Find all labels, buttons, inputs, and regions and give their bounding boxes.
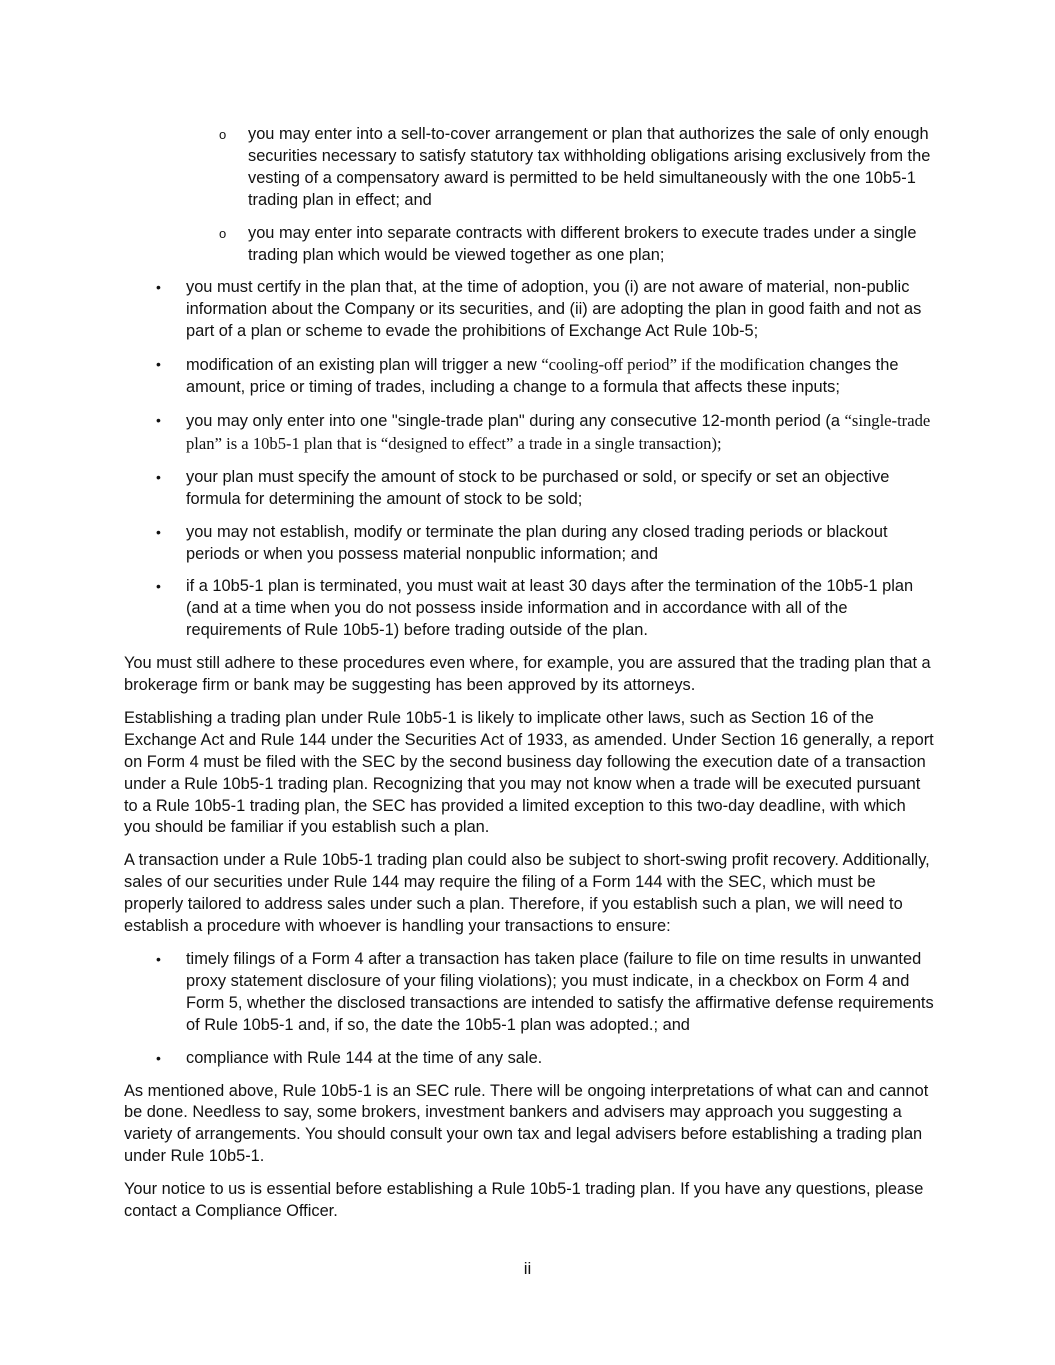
bullet-item — [124, 354, 936, 399]
bullet-text: if a 10b5-1 plan is terminated, you must wait at least 30 days after the termination of the 10b5-1 plan (and at a time when you do not possess inside information and in accordance with all of the requirements of Rule 10b5-1) before trading outside of the plan. — [186, 577, 914, 640]
bullet-text-serif: “single-trade plan” is a 10b5-1 plan that is “designed to effect” a trade in a single transaction); — [186, 410, 931, 453]
bullet-text: modification of an existing plan will trigger a new — [186, 356, 542, 375]
requirements-bullet-list — [124, 277, 936, 642]
bullet-item — [124, 277, 936, 343]
bullet-item — [124, 410, 936, 456]
sub-list — [124, 124, 936, 266]
bullet-icon: • — [156, 411, 161, 428]
bullet-icon: • — [156, 468, 161, 485]
bullet-icon: • — [156, 523, 161, 540]
bullet-icon: • — [156, 951, 161, 967]
procedure-bullet-list — [124, 949, 936, 1070]
bullet-item — [124, 522, 936, 566]
page-number: ii — [523, 1259, 532, 1278]
bullet-item — [124, 1048, 936, 1070]
sub-list-item — [124, 223, 936, 267]
page-content — [124, 124, 936, 1234]
bullet-text-serif: “cooling-off period” if the modification — [541, 355, 805, 375]
bullet-item — [124, 467, 936, 511]
bullet-text: timely filings of a Form 4 after a transaction has taken place (failure to file on time results in unwanted proxy statement disclosure of your filing violations); you must indicate, in a checkbox on Form 4 and Form 5, whether the disclosed transactions are intended to satisfy the affirmative defense requirements of Rule 10b5-1 and, if so, the date the 10b5-1 plan was adopted.; and — [186, 950, 934, 1034]
sub-item-text: you may enter into a sell-to-cover arrangement or plan that authorizes the sale of only enough securities necessary to satisfy statutory tax withholding obligations arising exclusively from the vesting of a compensatory award is permitted to be held simultaneously with the one 10b5-1 trading plan in effect; and — [248, 125, 931, 209]
circle-bullet-icon: o — [219, 225, 227, 241]
bullet-icon: • — [156, 578, 161, 595]
bullet-item — [124, 576, 936, 642]
bullet-text: you must certify in the plan that, at the time of adoption, you (i) are not aware of material, non-public information about the Company or its securities, and (ii) are adopting the plan in good faith and not as part of a plan or scheme to evade the prohibitions of Exchange Act Rule 10b-5; — [186, 278, 922, 341]
bullet-text: you may only enter into one "single-trade plan" during any consecutive 12-month period (a — [186, 411, 845, 430]
bullet-icon: • — [156, 356, 161, 373]
bullet-text: you may not establish, modify or terminate the plan during any closed trading periods or blackout periods or when you possess material nonpublic information; and — [186, 522, 888, 563]
paragraph: Establishing a trading plan under Rule 10b5-1 is likely to implicate other laws, such as Section 16 of the Exchange Act and Rule 144 under the Securities Act of 1933, as amended. Under Section 16 generally, a report on Form 4 must be filed with the SEC by the second business day following the execution date of a transaction under a Rule 10b5-1 trading plan. Recognizing that you may not know when a trade will be executed pursuant to a Rule 10b5-1 trading plan, the SEC has provided a limited exception to this two-day deadline, with which you should be familiar if you establish such a plan. — [124, 708, 934, 837]
paragraph: As mentioned above, Rule 10b5-1 is an SEC rule. There will be ongoing interpretations of what can and cannot be done. Needless to say, some brokers, investment bankers and advisers may approach you suggesting a variety of arrangements. You should consult your own tax and legal advisers before establishing a trading plan under Rule 10b5-1. — [124, 1081, 929, 1166]
bullet-text: your plan must specify the amount of stock to be purchased or sold, or specify or set an objective formula for determining the amount of stock to be sold; — [186, 467, 890, 508]
bullet-text: changes the amount, price or timing of trades, including a change to a formula that affects these inputs; — [186, 356, 899, 397]
paragraph: You must still adhere to these procedures even where, for example, you are assured that the trading plan that a brokerage firm or bank may be suggesting has been approved by its attorneys. — [124, 654, 931, 695]
sub-list-item — [124, 124, 936, 212]
bullet-icon: • — [156, 1049, 161, 1066]
bullet-icon: • — [156, 279, 161, 296]
paragraph: Your notice to us is essential before establishing a Rule 10b5-1 trading plan. If you have any questions, please contact a Compliance Officer. — [124, 1180, 924, 1221]
sub-item-text: you may enter into separate contracts with different brokers to execute trades under a single trading plan which would be viewed together as one plan; — [248, 223, 917, 264]
bullet-text: compliance with Rule 144 at the time of any sale. — [186, 1048, 543, 1067]
bullet-item — [124, 949, 936, 1037]
paragraph: A transaction under a Rule 10b5-1 trading plan could also be subject to short-swing profit recovery. Additionally, sales of our securities under Rule 144 may require the filing of a Form 144 with the SEC, which must be properly tailored to address sales under such a plan. Therefore, if you establish such a plan, we will need to establish a procedure with whoever is handling your transactions to ensure: — [124, 851, 930, 936]
circle-bullet-icon: o — [219, 127, 227, 142]
